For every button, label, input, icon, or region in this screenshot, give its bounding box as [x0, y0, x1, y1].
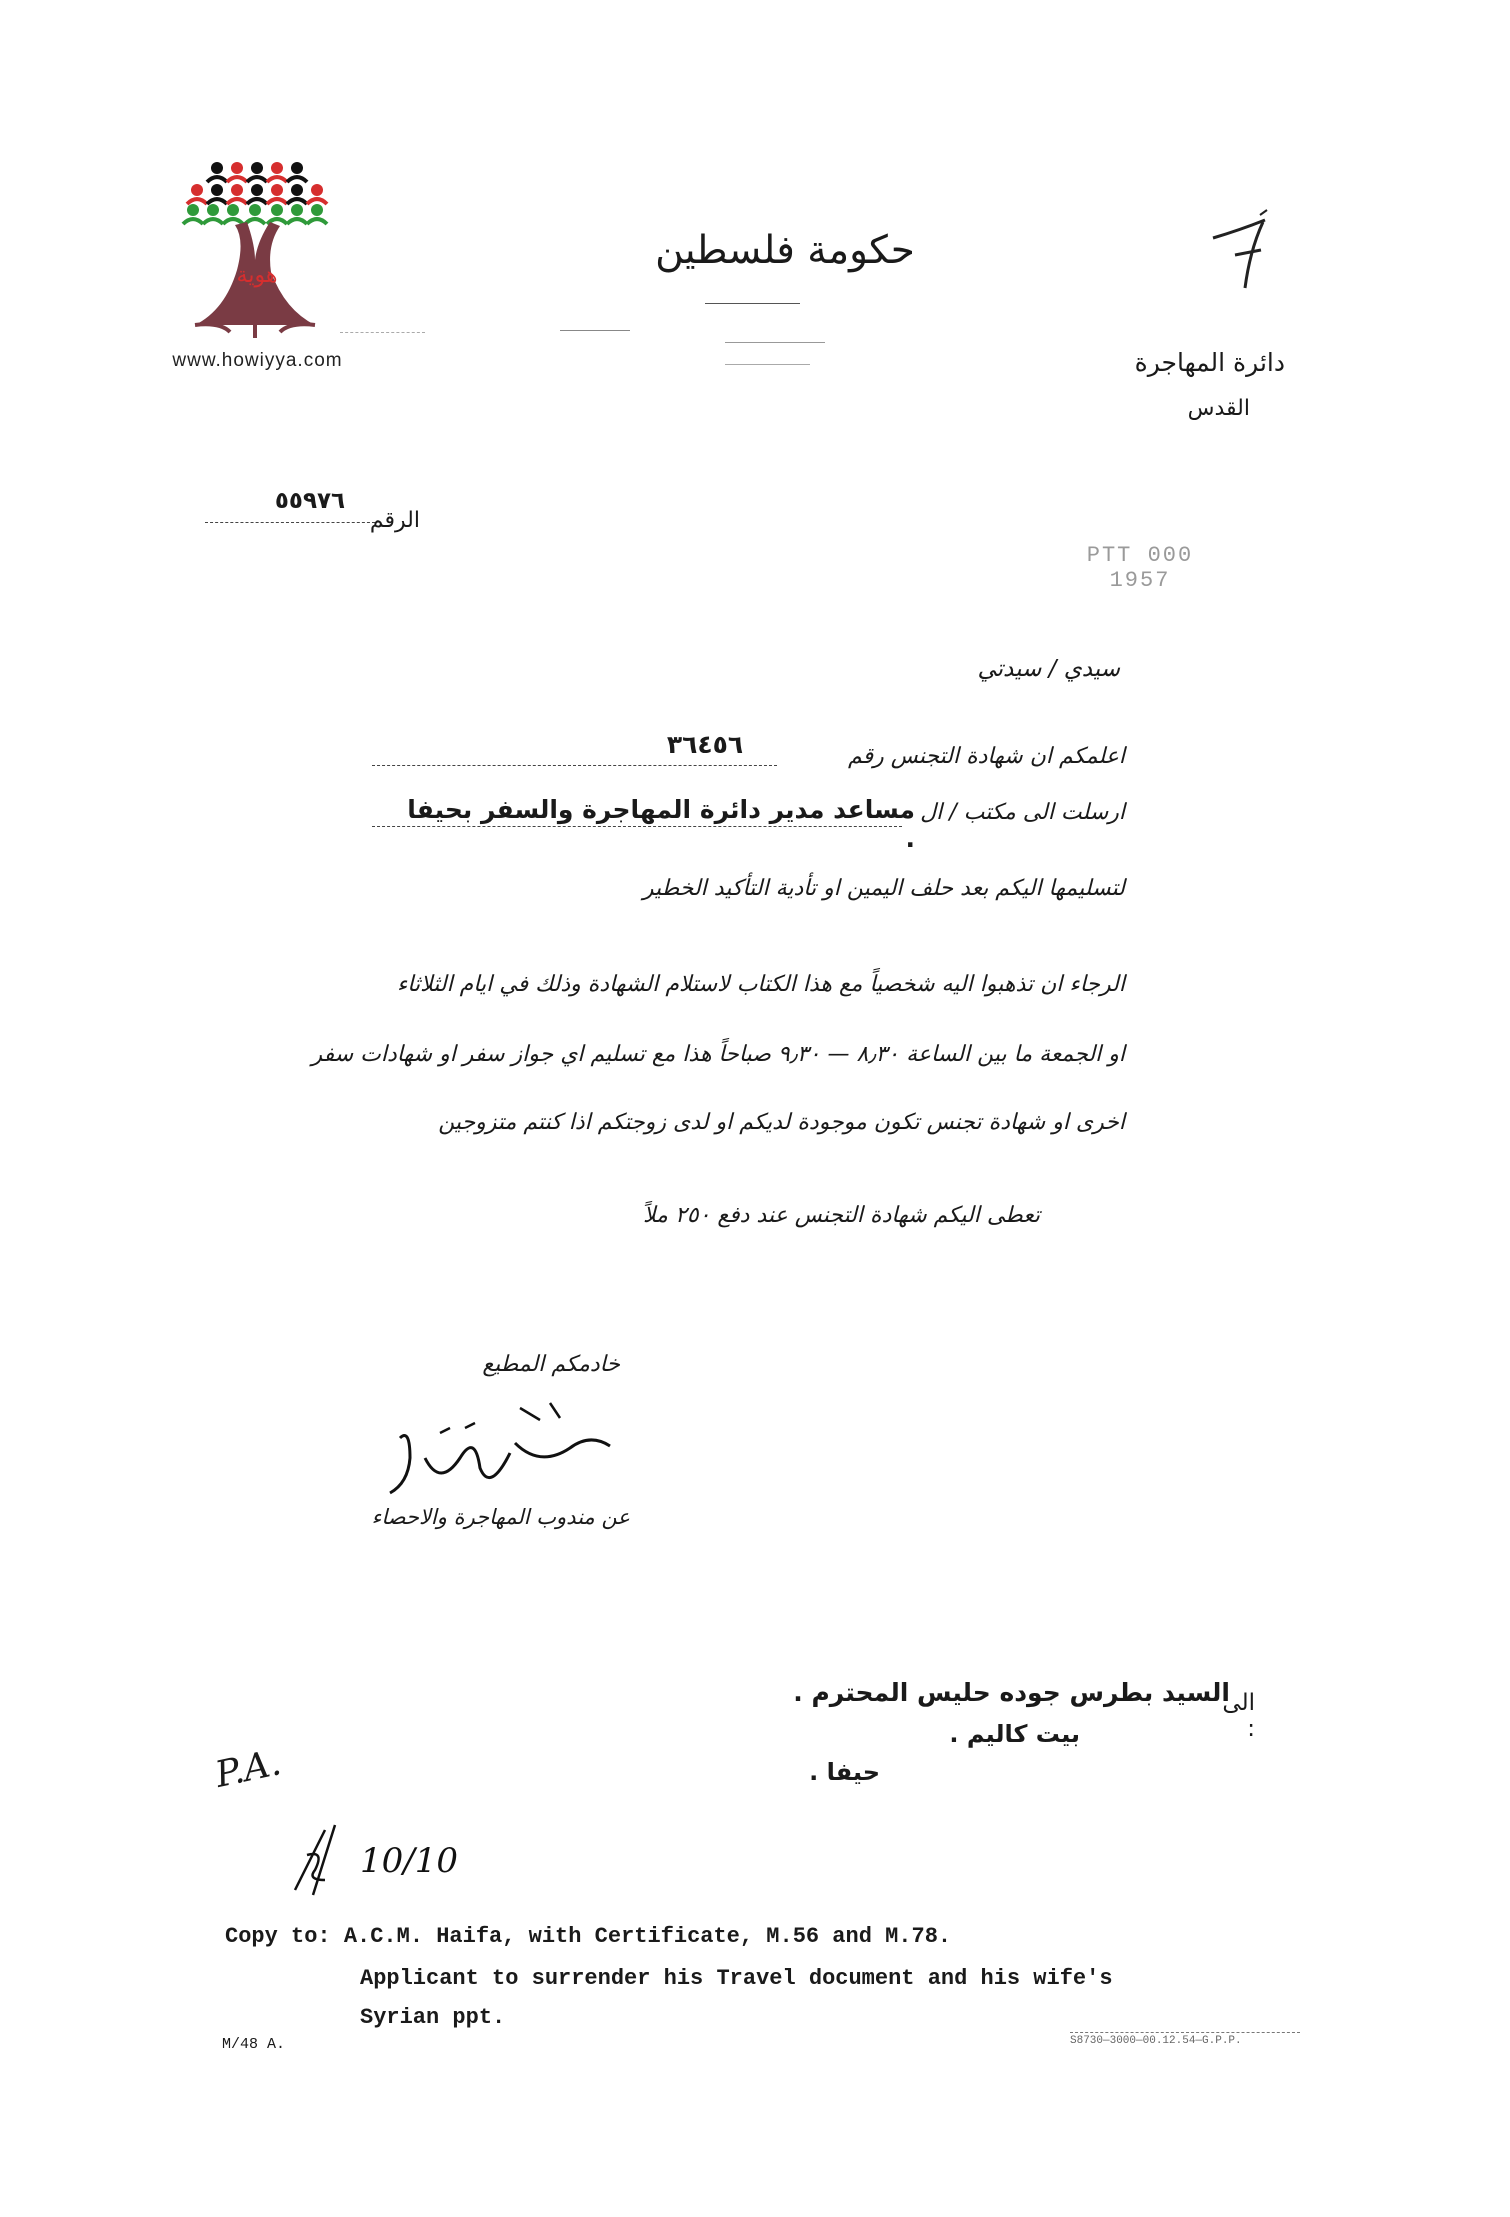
tree-of-people-icon: [175, 150, 335, 345]
person-arms-icon: [287, 199, 307, 204]
person-head-icon: [191, 184, 203, 196]
person-arms-icon: [187, 199, 207, 204]
signatory-title: عن مندوب المهاجرة والاحصاء: [371, 1505, 630, 1529]
certificate-dotted-line: [372, 765, 777, 766]
reference-dotted-line: [205, 522, 375, 523]
printer-mark: S8730—3000—00.12.54—G.P.P.: [1070, 2032, 1300, 2047]
fee-line: تعطى اليكم شهادة التجنس عند دفع ٢٥٠ ملاً: [643, 1203, 1040, 1228]
howiyya-logo: [175, 150, 335, 345]
website-url[interactable]: www.howiyya.com: [172, 350, 343, 371]
copy-to-line: Copy to: A.C.M. Haifa, with Certificate, M.56 and M.78.: [225, 1924, 952, 1949]
reference-number: ٥٥٩٧٦: [274, 488, 346, 514]
handwritten-signature: [380, 1398, 620, 1513]
person-head-icon: [311, 184, 323, 196]
person-arms-icon: [183, 219, 203, 224]
person-head-icon: [227, 204, 239, 216]
person-arms-icon: [307, 199, 327, 204]
salutation: سيدي / سيدتي: [977, 656, 1120, 682]
closing-phrase: خادمكم المطيع: [482, 1352, 620, 1377]
instruction-line-1: الرجاء ان تذهبوا اليه شخصياً مع هذا الكتاب لاستلام الشهادة وذلك في ايام الثلاثاء: [396, 972, 1125, 997]
person-head-icon: [249, 204, 261, 216]
faint-mark: [725, 364, 810, 365]
government-title: حكومة فلسطين: [655, 228, 915, 273]
form-code: M/48 A.: [222, 2036, 286, 2053]
person-head-icon: [251, 184, 263, 196]
person-arms-icon: [227, 199, 247, 204]
oath-line: لتسليمها اليكم بعد حلف اليمين او تأدية التأكيد الخطير: [642, 876, 1125, 901]
person-arms-icon: [287, 219, 307, 224]
person-head-icon: [211, 184, 223, 196]
person-arms-icon: [247, 199, 267, 204]
faint-mark: [725, 342, 825, 343]
instruction-line-2: او الجمعة ما بين الساعة ٨٫٣٠ — ٩٫٣٠ صباحاً هذا مع تسليم اي جواز سفر او شهادات سفر: [311, 1042, 1125, 1067]
person-head-icon: [231, 162, 243, 174]
logo-wordmark: هوية: [236, 263, 278, 288]
reference-label: الرقم: [369, 508, 420, 533]
copy-instruction-line-2: Syrian ppt.: [360, 2005, 506, 2030]
person-head-icon: [271, 184, 283, 196]
handwritten-date: [285, 1810, 458, 1905]
department-name: دائرة المهاجرة: [1134, 348, 1285, 377]
person-head-icon: [231, 184, 243, 196]
page-number-mark: [1205, 210, 1275, 295]
person-head-icon: [251, 162, 263, 174]
handwritten-initials: P.A.: [211, 1742, 285, 1796]
person-head-icon: [187, 204, 199, 216]
person-arms-icon: [267, 199, 287, 204]
person-head-icon: [207, 204, 219, 216]
addressee-city: حيفا .: [809, 1758, 880, 1786]
person-head-icon: [291, 184, 303, 196]
person-head-icon: [291, 162, 303, 174]
person-head-icon: [211, 162, 223, 174]
person-arms-icon: [203, 219, 223, 224]
addressee-street: بيت كاليم .: [949, 1720, 1080, 1748]
person-arms-icon: [227, 177, 247, 182]
person-arms-icon: [207, 199, 227, 204]
person-head-icon: [271, 204, 283, 216]
person-head-icon: [291, 204, 303, 216]
person-arms-icon: [267, 177, 287, 182]
person-arms-icon: [207, 177, 227, 182]
person-arms-icon: [223, 219, 243, 224]
person-head-icon: [311, 204, 323, 216]
person-arms-icon: [245, 219, 265, 224]
person-arms-icon: [247, 177, 267, 182]
certificate-number: ٣٦٤٥٦: [666, 730, 744, 759]
certificate-line: اعلمكم ان شهادة التجنس رقم: [848, 744, 1125, 769]
instruction-line-3: اخرى او شهادة تجنس تكون موجودة لديكم او لدى زوجتكم اذا كنتم متزوجين: [438, 1110, 1125, 1135]
date-stamp: PTT 000 1957: [1086, 543, 1194, 593]
person-arms-icon: [307, 219, 327, 224]
title-underline: [705, 303, 800, 304]
addressee-label: الى :: [1222, 1690, 1255, 1742]
faint-mark: [560, 330, 630, 331]
addressee-name: السيد بطرس جوده حليس المحترم .: [793, 1678, 1230, 1707]
person-arms-icon: [287, 177, 307, 182]
sent-to-line: ارسلت الى مكتب / ال: [920, 800, 1125, 825]
receiving-office: مساعد مدير دائرة المهاجرة والسفر بحيفا .: [407, 795, 915, 853]
department-city: القدس: [1187, 396, 1250, 421]
faint-mark: [340, 332, 425, 333]
person-head-icon: [271, 162, 283, 174]
svg-text:10/10: 10/10: [360, 1841, 458, 1881]
copy-instruction-line: Applicant to surrender his Travel document and his wife's: [360, 1966, 1113, 1991]
